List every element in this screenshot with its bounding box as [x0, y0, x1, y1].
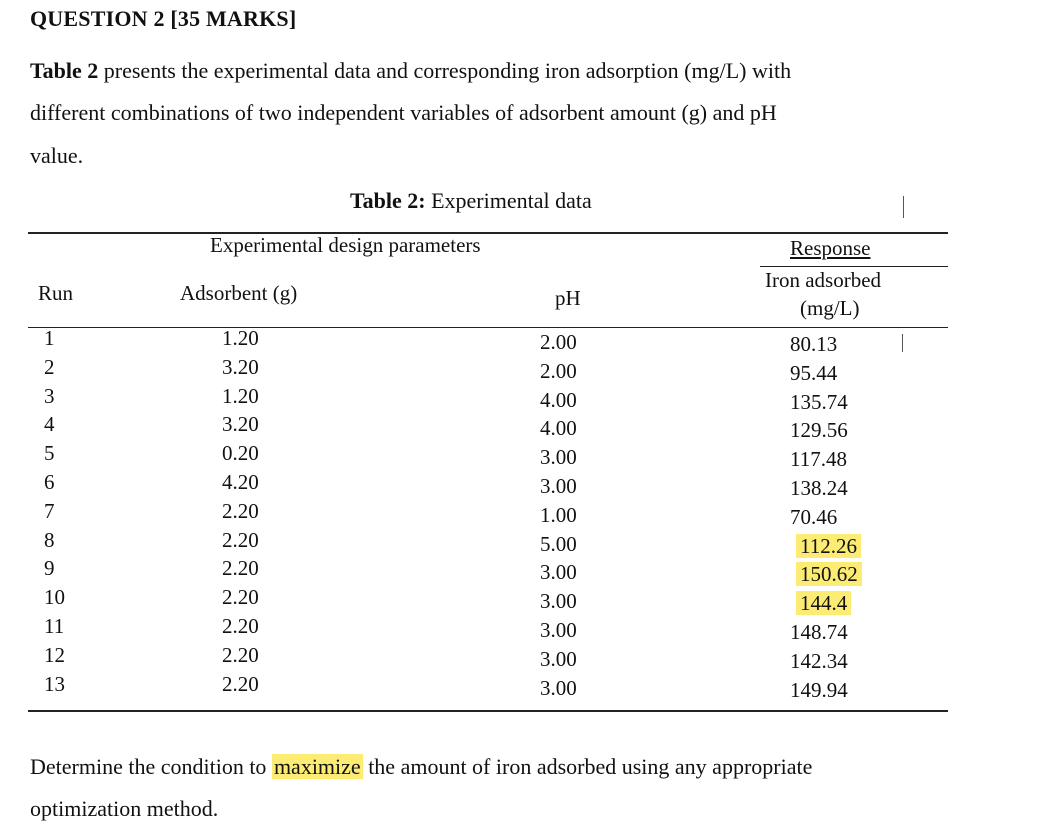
- table-cell-ph: 3.00: [540, 646, 577, 671]
- table-cell-run: 6: [44, 470, 55, 494]
- intro-line-1: [30, 58, 791, 84]
- footer-text-before: Determine the condition to: [30, 754, 272, 779]
- table-cell-response: [796, 562, 886, 587]
- table-cell-response: [796, 591, 886, 616]
- table-cell-response: 95.44: [790, 360, 838, 385]
- question-title: QUESTION 2 [35 MARKS]: [30, 6, 297, 31]
- table-cell-ph: 3.00: [540, 560, 577, 585]
- table-cell-ph: 5.00: [540, 531, 577, 556]
- table-cell-ph: 3.00: [540, 675, 577, 700]
- intro-line-3: value.: [30, 143, 84, 168]
- table-cell-run: 4: [44, 412, 55, 437]
- footer-text-after: the amount of iron adsorbed using any appropriate: [362, 754, 813, 779]
- column-header-response-unit: (mg/L): [800, 296, 860, 320]
- table-caption-text: Experimental data: [425, 188, 592, 213]
- table-cell-response: 142.34: [790, 648, 848, 673]
- table-cell-run: 1: [44, 326, 55, 350]
- table-cell-adsorbent: 2.20: [222, 642, 259, 667]
- table-cell-ph: 2.00: [540, 330, 577, 354]
- highlighted-response-value: 112.26: [796, 534, 861, 558]
- table-top-rule: [28, 232, 948, 234]
- table-cell-adsorbent: 2.20: [222, 585, 259, 610]
- table-cell-adsorbent: 2.20: [222, 671, 259, 696]
- table-cell-response: 135.74: [790, 389, 848, 414]
- table-cell-ph: 1.00: [540, 502, 577, 527]
- table-cell-response: [796, 534, 886, 559]
- intro-line-1-text: presents the experimental data and corresponding iron adsorption (mg/L) with: [98, 58, 792, 83]
- table-cell-adsorbent: 3.20: [222, 412, 259, 437]
- table-cell-ph: 4.00: [540, 416, 577, 441]
- column-header-run: Run: [38, 281, 74, 305]
- table-cell-ph: 2.00: [540, 358, 577, 383]
- table-cell-ph: 3.00: [540, 445, 577, 470]
- table-cell-adsorbent: 2.20: [222, 556, 259, 581]
- table-cell-ph: 3.00: [540, 618, 577, 642]
- table-cell-run: 8: [44, 527, 55, 552]
- table-cell-run: 3: [44, 383, 55, 408]
- table-cell-adsorbent: 0.20: [222, 441, 259, 466]
- intro-line-2: different combinations of two independent variables of adsorbent amount (g) and pH: [30, 100, 777, 125]
- table-cell-run: 10: [44, 585, 65, 610]
- response-subheader-rule: [760, 266, 948, 267]
- table-cell-run: 7: [44, 498, 55, 523]
- highlighted-response-value: 144.4: [796, 591, 851, 615]
- table-cell-response: 80.13: [790, 332, 838, 356]
- highlighted-response-value: 150.62: [796, 562, 862, 586]
- table-cell-response: 138.24: [790, 476, 848, 500]
- group-header-response: Response: [790, 236, 871, 260]
- footer-line-2: optimization method.: [30, 796, 219, 821]
- header-bottom-rule: [28, 327, 948, 328]
- table-cell-run: 11: [44, 614, 65, 638]
- footer-highlighted-word: maximize: [273, 754, 361, 779]
- table-cell-response: 70.46: [790, 504, 838, 529]
- table-cell-adsorbent: 4.20: [222, 470, 259, 494]
- table-cell-run: 2: [44, 354, 55, 379]
- column-header-adsorbent: Adsorbent (g): [180, 281, 298, 305]
- table-cell-adsorbent: 2.20: [222, 527, 259, 552]
- table-bottom-rule: [28, 710, 948, 712]
- footer-line-1: [30, 754, 812, 780]
- column-header-ph: pH: [555, 286, 581, 310]
- table-cell-adsorbent: 2.20: [222, 498, 259, 523]
- column-header-response: Iron adsorbed: [765, 268, 882, 292]
- table-cell-adsorbent: 3.20: [222, 354, 259, 379]
- scan-mark: [903, 196, 904, 218]
- table-cell-run: 13: [44, 671, 65, 696]
- scan-mark: [902, 334, 903, 352]
- table-cell-response: 129.56: [790, 418, 848, 443]
- table-cell-run: 9: [44, 556, 55, 581]
- table-cell-adsorbent: 1.20: [222, 326, 259, 350]
- table-cell-run: 5: [44, 441, 55, 466]
- table-cell-ph: 4.00: [540, 387, 577, 412]
- table-cell-response: 117.48: [790, 447, 847, 472]
- table-cell-ph: 3.00: [540, 474, 577, 498]
- table-cell-run: 12: [44, 642, 65, 667]
- table-caption: [350, 188, 592, 214]
- table-cell-ph: 3.00: [540, 589, 577, 614]
- table-cell-response: 149.94: [790, 677, 848, 702]
- intro-table-ref: Table 2: [30, 58, 99, 83]
- table-cell-adsorbent: 1.20: [222, 383, 259, 408]
- group-header-design: Experimental design parameters: [210, 233, 481, 257]
- table-cell-response: 148.74: [790, 620, 848, 644]
- table-caption-label: Table 2:: [350, 188, 426, 213]
- table-cell-adsorbent: 2.20: [222, 614, 259, 638]
